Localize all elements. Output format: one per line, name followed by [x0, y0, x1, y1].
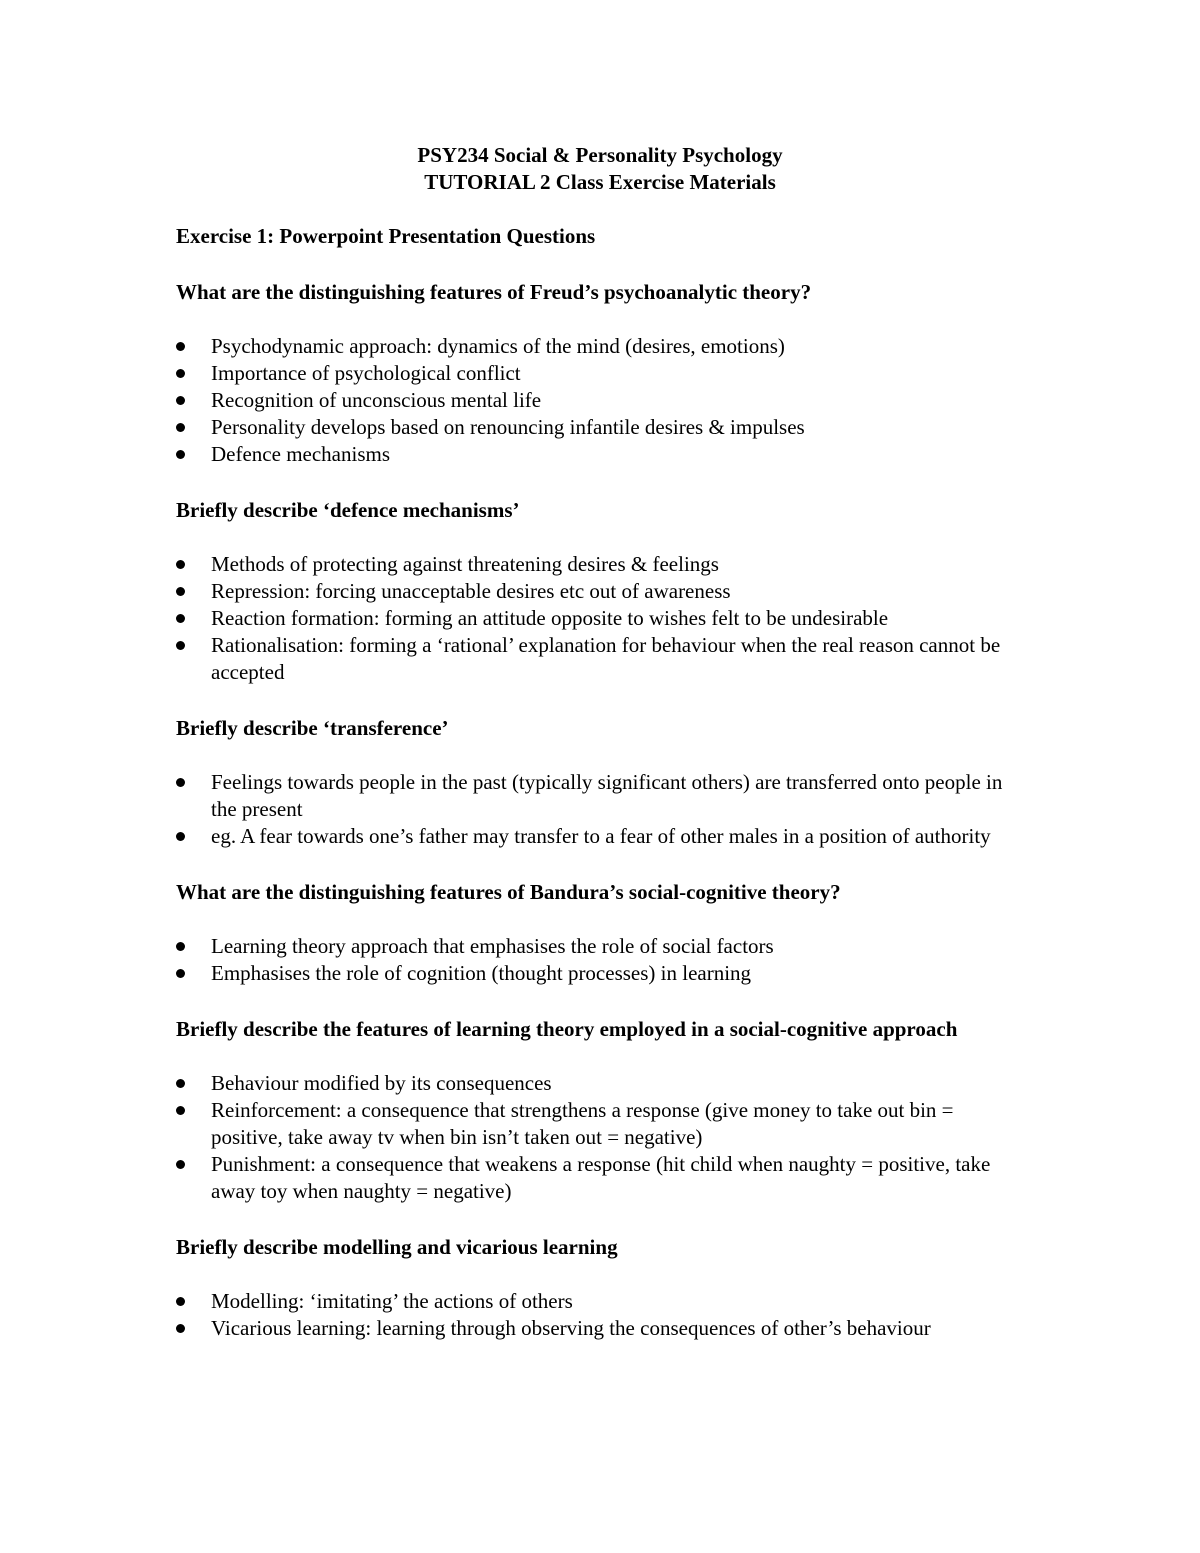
question-sections: [176, 279, 1026, 1342]
bullet-item: [176, 1315, 1026, 1342]
bullet-item: [176, 1288, 1026, 1315]
bullet-item: [176, 1070, 1026, 1097]
question-heading: Briefly describe the features of learning theory employed in a social-cognitive approach: [176, 1017, 958, 1041]
question-heading: Briefly describe ‘defence mechanisms’: [176, 498, 520, 522]
bullet-text: Modelling: ‘imitating’ the actions of others: [211, 1289, 573, 1313]
bullet-text: Reinforcement: a consequence that strengthens a response (give money to take out bin = positive, take away tv when bin isn’t taken out = negative): [211, 1098, 954, 1149]
bullet-dot-icon: [176, 1160, 185, 1169]
bullet-dot-icon: [176, 1079, 185, 1088]
bullet-dot-icon: [176, 614, 185, 623]
bullet-list: [176, 333, 1026, 468]
bullet-dot-icon: [176, 969, 185, 978]
bullet-list: [176, 769, 1026, 850]
bullet-item: [176, 769, 1026, 823]
bullet-text: Defence mechanisms: [211, 442, 391, 466]
bullet-text: Reaction formation: forming an attitude opposite to wishes felt to be undesirable: [211, 606, 889, 630]
bullet-dot-icon: [176, 342, 185, 351]
bullet-text: Vicarious learning: learning through observing the consequences of other’s behaviour: [211, 1316, 931, 1340]
question-section: [176, 1234, 1026, 1342]
bullet-item: [176, 441, 1026, 468]
bullet-text: Learning theory approach that emphasises the role of social factors: [211, 934, 774, 958]
bullet-dot-icon: [176, 778, 185, 787]
bullet-list: [176, 1288, 1026, 1342]
bullet-dot-icon: [176, 450, 185, 459]
bullet-dot-icon: [176, 560, 185, 569]
bullet-dot-icon: [176, 396, 185, 405]
bullet-item: [176, 360, 1026, 387]
bullet-item: [176, 605, 1026, 632]
bullet-item: [176, 632, 1026, 686]
document-header: [174, 142, 1026, 196]
document-subtitle: TUTORIAL 2 Class Exercise Materials: [424, 170, 776, 194]
bullet-item: [176, 1151, 1026, 1205]
bullet-text: Importance of psychological conflict: [211, 361, 521, 385]
bullet-dot-icon: [176, 1297, 185, 1306]
bullet-dot-icon: [176, 369, 185, 378]
bullet-list: [176, 933, 1026, 987]
bullet-item: [176, 823, 1026, 850]
bullet-list: [176, 551, 1026, 686]
bullet-text: Punishment: a consequence that weakens a response (hit child when naughty = positive, take away toy when naughty = negative): [211, 1152, 991, 1203]
bullet-item: [176, 578, 1026, 605]
question-section: [176, 715, 1026, 850]
question-section: [176, 1016, 1026, 1205]
question-section: [176, 497, 1026, 686]
bullet-item: [176, 387, 1026, 414]
bullet-text: Repression: forcing unacceptable desires etc out of awareness: [211, 579, 731, 603]
question-heading: Briefly describe ‘transference’: [176, 716, 449, 740]
bullet-text: eg. A fear towards one’s father may transfer to a fear of other males in a position of authority: [211, 824, 991, 848]
document-title: PSY234 Social & Personality Psychology: [417, 143, 783, 167]
bullet-item: [176, 933, 1026, 960]
bullet-text: Rationalisation: forming a ‘rational’ explanation for behaviour when the real reason cannot be accepted: [211, 633, 1001, 684]
exercise-heading: Exercise 1: Powerpoint Presentation Questions: [176, 224, 596, 248]
bullet-dot-icon: [176, 423, 185, 432]
bullet-dot-icon: [176, 942, 185, 951]
bullet-text: Recognition of unconscious mental life: [211, 388, 542, 412]
bullet-dot-icon: [176, 641, 185, 650]
bullet-text: Methods of protecting against threatening desires & feelings: [211, 552, 719, 576]
bullet-text: Psychodynamic approach: dynamics of the mind (desires, emotions): [211, 334, 785, 358]
bullet-text: Emphasises the role of cognition (thought processes) in learning: [211, 961, 752, 985]
bullet-item: [176, 960, 1026, 987]
bullet-dot-icon: [176, 587, 185, 596]
bullet-text: Behaviour modified by its consequences: [211, 1071, 552, 1095]
question-heading: Briefly describe modelling and vicarious learning: [176, 1235, 618, 1259]
bullet-list: [176, 1070, 1026, 1205]
bullet-text: Feelings towards people in the past (typically significant others) are transferred onto people in the present: [211, 770, 1003, 821]
bullet-item: [176, 551, 1026, 578]
bullet-dot-icon: [176, 1324, 185, 1333]
question-heading: What are the distinguishing features of Freud’s psychoanalytic theory?: [176, 280, 812, 304]
bullet-text: Personality develops based on renouncing infantile desires & impulses: [211, 415, 805, 439]
question-section: [176, 879, 1026, 987]
bullet-item: [176, 333, 1026, 360]
bullet-item: [176, 414, 1026, 441]
bullet-item: [176, 1097, 1026, 1151]
question-section: [176, 279, 1026, 468]
document-page: [176, 142, 1026, 1342]
question-heading: What are the distinguishing features of Bandura’s social-cognitive theory?: [176, 880, 841, 904]
bullet-dot-icon: [176, 832, 185, 841]
bullet-dot-icon: [176, 1106, 185, 1115]
